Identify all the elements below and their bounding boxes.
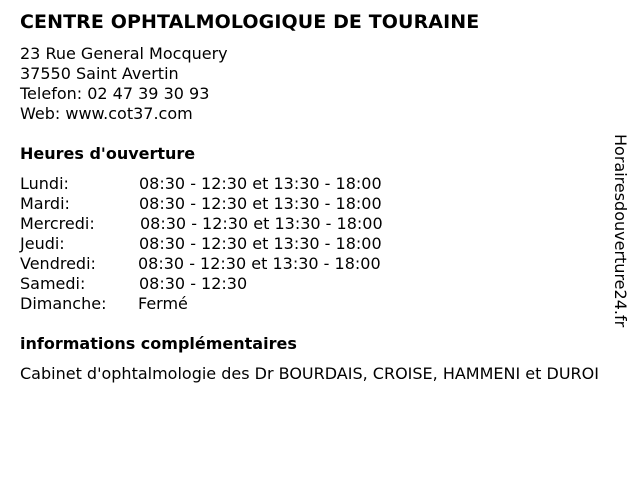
day-label: Lundi: (20, 174, 69, 193)
watermark (612, 134, 636, 344)
business-name: CENTRE OPHTALMOLOGIQUE DE TOURAINE (20, 11, 480, 33)
day-label: Mardi: (20, 194, 70, 213)
hours-heading: Heures d'ouverture (20, 144, 196, 163)
time-value: 08:30 - 12:30 (139, 274, 248, 293)
address-city: 37550 Saint Avertin (20, 64, 179, 83)
day-label: Dimanche: (20, 294, 107, 313)
watermark-text: Horairesdouverture24.fr (611, 134, 630, 328)
day-label: Vendredi: (20, 254, 96, 273)
time-value: 08:30 - 12:30 et 13:30 - 18:00 (140, 214, 383, 233)
day-label: Jeudi: (20, 234, 65, 253)
time-value: 08:30 - 12:30 et 13:30 - 18:00 (139, 234, 382, 253)
time-value: 08:30 - 12:30 et 13:30 - 18:00 (138, 254, 381, 273)
day-label: Mercredi: (20, 214, 95, 233)
info-text: Cabinet d'ophtalmologie des Dr BOURDAIS, CROISE, HAMMENI et DUROI (20, 364, 599, 383)
day-label: Samedi: (20, 274, 86, 293)
time-value: Fermé (138, 294, 188, 313)
info-heading: informations complémentaires (20, 334, 297, 353)
website: Web: www.cot37.com (20, 104, 193, 123)
address-block (20, 44, 228, 124)
time-value: 08:30 - 12:30 et 13:30 - 18:00 (139, 174, 382, 193)
phone-number: Telefon: 02 47 39 30 93 (20, 84, 210, 103)
address-street: 23 Rue General Mocquery (20, 44, 228, 63)
time-value: 08:30 - 12:30 et 13:30 - 18:00 (139, 194, 382, 213)
